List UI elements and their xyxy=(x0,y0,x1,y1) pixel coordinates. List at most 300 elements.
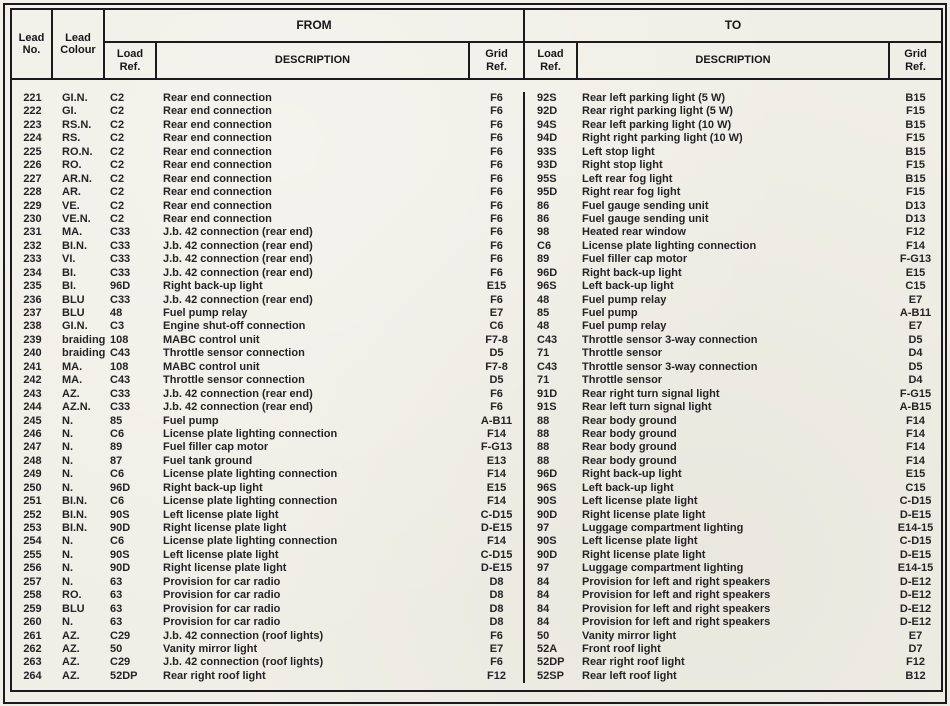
lead-colour-cell: AZ. xyxy=(62,669,80,682)
lead-colour-cell: N. xyxy=(62,454,73,467)
to-grid-ref-cell: D5 xyxy=(908,360,923,373)
to-load-ref-cell: 84 xyxy=(523,616,578,629)
to-load-ref-cell: 91D xyxy=(523,388,578,401)
lead-colour-cell: GI.N. xyxy=(62,320,88,333)
from-load-ref-cell: 63 xyxy=(110,575,123,588)
to-load-ref-cell: 95S xyxy=(523,173,578,186)
to-load-ref-cell: 96S xyxy=(523,482,578,495)
to-description-cell: Rear left parking light (5 W) xyxy=(582,92,726,104)
to-grid-ref-cell: E7 xyxy=(908,293,923,306)
table-row xyxy=(12,562,941,575)
lead-no-cell: 226 xyxy=(23,159,42,172)
from-grid-ref-cell: F6 xyxy=(490,186,503,199)
to-load-ref-cell: 88 xyxy=(523,415,578,428)
lead-colour-cell: BI.N. xyxy=(62,508,88,521)
lead-colour-cell: BLU xyxy=(62,602,85,615)
from-load-ref-cell: 108 xyxy=(110,360,129,373)
lead-no-cell: 222 xyxy=(23,105,42,118)
table-row xyxy=(12,226,941,239)
lead-no-cell: 255 xyxy=(23,548,42,561)
from-grid-ref-cell: F6 xyxy=(490,132,503,145)
table-row xyxy=(12,455,941,468)
to-grid-ref-cell: E15 xyxy=(905,266,926,279)
from-grid-ref-cell: F6 xyxy=(490,239,503,252)
to-grid-ref-cell: D-E12 xyxy=(899,616,932,629)
from-grid-ref-cell: F14 xyxy=(487,468,506,481)
to-load-ref-cell: 91S xyxy=(523,401,578,414)
header-from-load-ref xyxy=(105,43,157,78)
from-description-cell: MABC control unit xyxy=(163,333,260,346)
from-grid-ref-cell: F6 xyxy=(490,266,503,279)
from-grid-ref-cell: C-D15 xyxy=(480,548,513,561)
to-description-cell: Front roof light xyxy=(582,642,661,655)
to-grid-ref-cell: D4 xyxy=(908,347,923,360)
lead-no-cell: 256 xyxy=(23,562,42,575)
table-row xyxy=(12,253,941,266)
lead-no-cell: 233 xyxy=(23,253,42,266)
from-grid-ref-cell: F6 xyxy=(490,118,503,131)
to-grid-ref-cell: F14 xyxy=(906,427,925,440)
lead-no-cell: 261 xyxy=(23,629,42,642)
from-description-cell: Left license plate light xyxy=(163,548,279,561)
lead-no-cell: 250 xyxy=(23,481,42,494)
from-grid-ref-cell: F6 xyxy=(490,293,503,306)
lead-no-cell: 247 xyxy=(23,441,42,454)
header-from-group: FROM xyxy=(105,10,523,43)
from-load-ref-cell: C2 xyxy=(110,159,125,172)
lead-colour-cell: RS. xyxy=(62,132,81,145)
to-grid-ref-cell: F14 xyxy=(906,441,925,454)
to-load-ref-cell: 50 xyxy=(523,630,578,643)
from-description-cell: License plate lighting connection xyxy=(163,427,338,440)
from-grid-ref-cell: D-E15 xyxy=(480,562,513,575)
table-row xyxy=(12,670,941,683)
from-description-cell: J.b. 42 connection (rear end) xyxy=(163,401,313,414)
lead-colour-cell: MA. xyxy=(62,360,83,373)
header-to-group: TO xyxy=(523,10,941,43)
from-description-cell: MABC control unit xyxy=(163,360,260,373)
lead-colour-cell: MA. xyxy=(62,374,83,387)
lead-no-cell: 232 xyxy=(23,239,42,252)
to-description-cell: Throttle sensor 3-way connection xyxy=(582,360,758,373)
table-row xyxy=(12,656,941,669)
lead-colour-cell: BI.N. xyxy=(62,495,88,508)
to-description-cell: License plate lighting connection xyxy=(582,239,757,252)
from-grid-ref-cell: D8 xyxy=(489,589,504,602)
to-load-ref-cell: 90S xyxy=(523,535,578,548)
from-grid-ref-cell: D8 xyxy=(489,575,504,588)
lead-colour-cell: braiding xyxy=(62,333,106,346)
to-load-ref-cell: 96S xyxy=(523,280,578,293)
lead-colour-cell: AR.N. xyxy=(62,172,92,185)
from-grid-ref-cell: F6 xyxy=(490,226,503,239)
from-grid-ref-cell: D8 xyxy=(489,602,504,615)
lead-no-cell: 230 xyxy=(23,212,42,225)
from-description-cell: Provision for car radio xyxy=(163,602,281,615)
table-row xyxy=(12,307,941,320)
table-row xyxy=(12,468,941,481)
to-load-ref-cell: 88 xyxy=(523,428,578,441)
to-description-cell: Right license plate light xyxy=(582,508,706,521)
to-grid-ref-cell: D-E12 xyxy=(899,602,932,615)
lead-no-cell: 263 xyxy=(23,656,42,669)
from-load-ref-cell: C33 xyxy=(110,253,131,266)
to-grid-ref-cell: E15 xyxy=(905,468,926,481)
table-row xyxy=(12,200,941,213)
to-load-ref-cell: 97 xyxy=(523,562,578,575)
from-load-ref-cell: 87 xyxy=(110,454,123,467)
lead-no-cell: 243 xyxy=(23,387,42,400)
to-load-ref-cell: C43 xyxy=(523,334,578,347)
to-grid-ref-cell: D7 xyxy=(908,642,923,655)
to-grid-ref-cell: F-G13 xyxy=(899,253,932,266)
table-row xyxy=(12,415,941,428)
to-grid-ref-cell: F15 xyxy=(906,159,925,172)
from-description-cell: Right back-up light xyxy=(163,481,263,494)
to-load-ref-cell: 93D xyxy=(523,159,578,172)
from-load-ref-cell: C33 xyxy=(110,401,131,414)
from-description-cell: Rear end connection xyxy=(163,212,272,225)
to-load-ref-cell: 52SP xyxy=(523,670,578,683)
header-to-grid-ref-label: Grid Ref. xyxy=(904,48,927,73)
table-body xyxy=(12,80,941,690)
to-description-cell: Provision for left and right speakers xyxy=(582,602,771,615)
table-row xyxy=(12,495,941,508)
lead-no-cell: 254 xyxy=(23,535,42,548)
table-row xyxy=(12,522,941,535)
to-load-ref-cell: 52A xyxy=(523,643,578,656)
lead-colour-cell: VE. xyxy=(62,199,80,212)
lead-colour-cell: BI.N. xyxy=(62,239,88,252)
lead-no-cell: 224 xyxy=(23,132,42,145)
lead-colour-cell: BI. xyxy=(62,280,77,293)
lead-colour-cell: N. xyxy=(62,575,73,588)
from-load-ref-cell: 96D xyxy=(110,481,131,494)
from-load-ref-cell: C6 xyxy=(110,468,125,481)
table-row xyxy=(12,334,941,347)
lead-no-cell: 240 xyxy=(23,347,42,360)
to-grid-ref-cell: B12 xyxy=(905,669,926,682)
to-load-ref-cell: 85 xyxy=(523,307,578,320)
wiring-lead-table xyxy=(10,8,943,692)
lead-no-cell: 257 xyxy=(23,575,42,588)
table-row xyxy=(12,374,941,387)
table-row xyxy=(12,173,941,186)
lead-colour-cell: AZ. xyxy=(62,629,80,642)
from-load-ref-cell: C43 xyxy=(110,347,131,360)
lead-colour-cell: AZ.N. xyxy=(62,401,91,414)
lead-no-cell: 259 xyxy=(23,602,42,615)
from-load-ref-cell: 63 xyxy=(110,589,123,602)
to-load-ref-cell: 84 xyxy=(523,576,578,589)
table-row xyxy=(12,146,941,159)
table-row xyxy=(12,280,941,293)
from-load-ref-cell: C29 xyxy=(110,629,131,642)
lead-colour-cell: GI.N. xyxy=(62,92,88,104)
from-grid-ref-cell: E15 xyxy=(486,481,507,494)
to-load-ref-cell: 52DP xyxy=(523,656,578,669)
to-load-ref-cell: 86 xyxy=(523,200,578,213)
from-grid-ref-cell: E15 xyxy=(486,280,507,293)
to-grid-ref-cell: F-G15 xyxy=(899,387,932,400)
lead-colour-cell: RO.N. xyxy=(62,145,93,158)
from-description-cell: Vanity mirror light xyxy=(163,642,258,655)
from-load-ref-cell: C33 xyxy=(110,239,131,252)
lead-colour-cell: GI. xyxy=(62,105,77,118)
to-grid-ref-cell: C-D15 xyxy=(899,535,932,548)
lead-no-cell: 238 xyxy=(23,320,42,333)
from-grid-ref-cell: F6 xyxy=(490,199,503,212)
from-grid-ref-cell: F14 xyxy=(487,495,506,508)
lead-colour-cell: N. xyxy=(62,441,73,454)
from-grid-ref-cell: F6 xyxy=(490,253,503,266)
lead-no-cell: 245 xyxy=(23,414,42,427)
lead-colour-cell: N. xyxy=(62,427,73,440)
table-row xyxy=(12,388,941,401)
lead-no-cell: 260 xyxy=(23,616,42,629)
to-grid-ref-cell: D5 xyxy=(908,333,923,346)
table-row xyxy=(12,361,941,374)
to-grid-ref-cell: B15 xyxy=(905,118,926,131)
to-grid-ref-cell: A-B15 xyxy=(899,401,932,414)
to-grid-ref-cell: D-E12 xyxy=(899,575,932,588)
to-grid-ref-cell: C15 xyxy=(905,280,926,293)
from-load-ref-cell: C2 xyxy=(110,105,125,118)
from-load-ref-cell: 90S xyxy=(110,548,130,561)
lead-colour-cell: RS.N. xyxy=(62,118,92,131)
lead-no-cell: 246 xyxy=(23,427,42,440)
lead-colour-cell: RO. xyxy=(62,159,82,172)
lead-no-cell: 264 xyxy=(23,669,42,682)
from-description-cell: Rear right roof light xyxy=(163,669,266,682)
to-load-ref-cell: 90S xyxy=(523,495,578,508)
to-grid-ref-cell: D13 xyxy=(905,199,926,212)
from-grid-ref-cell: D8 xyxy=(489,616,504,629)
from-load-ref-cell: C2 xyxy=(110,186,125,199)
from-load-ref-cell: C2 xyxy=(110,118,125,131)
table-row xyxy=(12,549,941,562)
to-description-cell: Rear left roof light xyxy=(582,669,677,682)
from-grid-ref-cell: D5 xyxy=(489,374,504,387)
table-row xyxy=(12,576,941,589)
table-row xyxy=(12,105,941,118)
lead-colour-cell: N. xyxy=(62,616,73,629)
to-load-ref-cell: 92D xyxy=(523,105,578,118)
from-load-ref-cell: C2 xyxy=(110,199,125,212)
from-load-ref-cell: C6 xyxy=(110,535,125,548)
from-grid-ref-cell: C-D15 xyxy=(480,508,513,521)
from-load-ref-cell: C43 xyxy=(110,374,131,387)
from-load-ref-cell: 90D xyxy=(110,562,131,575)
to-load-ref-cell: 98 xyxy=(523,226,578,239)
table-row xyxy=(12,401,941,414)
from-description-cell: License plate lighting connection xyxy=(163,468,338,481)
lead-no-cell: 248 xyxy=(23,454,42,467)
to-load-ref-cell: 94D xyxy=(523,132,578,145)
to-description-cell: Rear body ground xyxy=(582,414,677,427)
to-load-ref-cell: 94S xyxy=(523,119,578,132)
from-description-cell: Provision for car radio xyxy=(163,575,281,588)
table-row xyxy=(12,213,941,226)
from-grid-ref-cell: F6 xyxy=(490,212,503,225)
to-load-ref-cell: C6 xyxy=(523,240,578,253)
from-load-ref-cell: C3 xyxy=(110,320,125,333)
from-description-cell: Right license plate light xyxy=(163,562,287,575)
to-description-cell: Provision for left and right speakers xyxy=(582,616,771,629)
lead-no-cell: 237 xyxy=(23,307,42,319)
to-description-cell: Left license plate light xyxy=(582,495,698,508)
lead-no-cell: 258 xyxy=(23,589,42,602)
from-grid-ref-cell: E7 xyxy=(489,307,504,319)
from-load-ref-cell: C2 xyxy=(110,212,125,225)
from-load-ref-cell: C33 xyxy=(110,226,131,239)
lead-no-cell: 262 xyxy=(23,642,42,655)
lead-no-cell: 242 xyxy=(23,374,42,387)
table-row xyxy=(12,347,941,360)
table-row xyxy=(12,630,941,643)
from-grid-ref-cell: F6 xyxy=(490,387,503,400)
to-description-cell: Vanity mirror light xyxy=(582,629,677,642)
from-load-ref-cell: C29 xyxy=(110,656,131,669)
to-description-cell: Right back-up light xyxy=(582,468,682,481)
from-load-ref-cell: C6 xyxy=(110,427,125,440)
to-grid-ref-cell: F12 xyxy=(906,226,925,239)
header-from-description: DESCRIPTION xyxy=(157,43,470,78)
from-load-ref-cell: C2 xyxy=(110,172,125,185)
to-description-cell: Left license plate light xyxy=(582,535,698,548)
from-load-ref-cell: 63 xyxy=(110,616,123,629)
from-description-cell: J.b. 42 connection (rear end) xyxy=(163,253,313,266)
from-load-ref-cell: 48 xyxy=(110,307,123,319)
table-row xyxy=(12,119,941,132)
from-description-cell: J.b. 42 connection (rear end) xyxy=(163,266,313,279)
to-description-cell: Rear body ground xyxy=(582,454,677,467)
lead-colour-cell: BLU xyxy=(62,307,85,319)
from-load-ref-cell: C2 xyxy=(110,92,125,104)
to-description-cell: Rear right parking light (5 W) xyxy=(582,105,733,118)
to-load-ref-cell: 93S xyxy=(523,146,578,159)
header-lead-colour xyxy=(53,10,105,78)
to-grid-ref-cell: E14-15 xyxy=(897,562,934,575)
from-grid-ref-cell: F6 xyxy=(490,172,503,185)
table-row xyxy=(12,294,941,307)
to-description-cell: Rear right turn signal light xyxy=(582,387,720,400)
from-description-cell: Provision for car radio xyxy=(163,616,281,629)
from-grid-ref-cell: D-E15 xyxy=(480,522,513,534)
from-load-ref-cell: 90D xyxy=(110,522,131,534)
lead-no-cell: 223 xyxy=(23,118,42,131)
header-from-grid-ref xyxy=(470,43,523,78)
from-description-cell: Fuel pump xyxy=(163,414,219,427)
header-to-load-ref xyxy=(523,43,578,78)
from-grid-ref-cell: F6 xyxy=(490,145,503,158)
lead-no-cell: 252 xyxy=(23,508,42,521)
lead-no-cell: 236 xyxy=(23,293,42,306)
to-grid-ref-cell: D4 xyxy=(908,374,923,387)
to-grid-ref-cell: F14 xyxy=(906,239,925,252)
lead-colour-cell: N. xyxy=(62,562,73,575)
from-load-ref-cell: 52DP xyxy=(110,669,138,682)
lead-colour-cell: N. xyxy=(62,481,73,494)
from-description-cell: Rear end connection xyxy=(163,159,272,172)
to-description-cell: Left rear fog light xyxy=(582,172,673,185)
to-load-ref-cell: 96D xyxy=(523,267,578,280)
from-load-ref-cell: C6 xyxy=(110,495,125,508)
to-description-cell: Rear left turn signal light xyxy=(582,401,712,414)
to-grid-ref-cell: F15 xyxy=(906,132,925,145)
table-row xyxy=(12,509,941,522)
to-load-ref-cell: 92S xyxy=(523,92,578,105)
table-row xyxy=(12,240,941,253)
table-header xyxy=(12,10,941,80)
from-load-ref-cell: C2 xyxy=(110,145,125,158)
to-description-cell: Right rear fog light xyxy=(582,186,681,199)
from-description-cell: Rear end connection xyxy=(163,172,272,185)
lead-no-cell: 244 xyxy=(23,401,42,414)
from-description-cell: Rear end connection xyxy=(163,199,272,212)
from-grid-ref-cell: A-B11 xyxy=(480,414,513,427)
to-grid-ref-cell: A-B11 xyxy=(899,307,932,319)
from-description-cell: Rear end connection xyxy=(163,105,272,118)
to-grid-ref-cell: E7 xyxy=(908,320,923,333)
from-grid-ref-cell: F7-8 xyxy=(485,360,508,373)
header-lead-no-label: Lead No. xyxy=(18,31,45,56)
lead-no-cell: 235 xyxy=(23,280,42,293)
table-row xyxy=(12,267,941,280)
from-grid-ref-cell: F6 xyxy=(490,656,503,669)
from-grid-ref-cell: D5 xyxy=(489,347,504,360)
from-description-cell: License plate lighting connection xyxy=(163,535,338,548)
from-description-cell: J.b. 42 connection (rear end) xyxy=(163,293,313,306)
to-load-ref-cell: 84 xyxy=(523,603,578,616)
from-load-ref-cell: 108 xyxy=(110,333,129,346)
to-load-ref-cell: 84 xyxy=(523,589,578,602)
table-row xyxy=(12,186,941,199)
lead-colour-cell: AZ. xyxy=(62,642,80,655)
to-load-ref-cell: 90D xyxy=(523,509,578,522)
lead-colour-cell: AR. xyxy=(62,186,81,199)
to-description-cell: Fuel pump xyxy=(582,307,638,319)
to-grid-ref-cell: F14 xyxy=(906,454,925,467)
to-grid-ref-cell: B15 xyxy=(905,92,926,104)
from-description-cell: J.b. 42 connection (rear end) xyxy=(163,226,313,239)
from-grid-ref-cell: E13 xyxy=(486,454,507,467)
from-description-cell: Fuel tank ground xyxy=(163,454,253,467)
from-load-ref-cell: C33 xyxy=(110,266,131,279)
from-load-ref-cell: 50 xyxy=(110,642,123,655)
to-description-cell: Right right parking light (10 W) xyxy=(582,132,743,145)
header-to-load-ref-label: Load Ref. xyxy=(537,48,564,73)
lead-no-cell: 251 xyxy=(23,495,42,508)
to-grid-ref-cell: F12 xyxy=(906,656,925,669)
to-grid-ref-cell: E14-15 xyxy=(897,522,934,534)
to-grid-ref-cell: F14 xyxy=(906,414,925,427)
from-grid-ref-cell: F-G13 xyxy=(480,441,513,454)
table-row xyxy=(12,482,941,495)
to-grid-ref-cell: F15 xyxy=(906,186,925,199)
from-grid-ref-cell: F14 xyxy=(487,427,506,440)
to-description-cell: Rear left parking light (10 W) xyxy=(582,118,732,131)
from-description-cell: Right back-up light xyxy=(163,280,263,293)
table-row xyxy=(12,616,941,629)
lead-colour-cell: N. xyxy=(62,535,73,548)
lead-no-cell: 225 xyxy=(23,145,42,158)
to-description-cell: Fuel gauge sending unit xyxy=(582,199,709,212)
to-load-ref-cell: 89 xyxy=(523,253,578,266)
to-description-cell: Heated rear window xyxy=(582,226,686,239)
to-grid-ref-cell: B15 xyxy=(905,172,926,185)
to-grid-ref-cell: D-E12 xyxy=(899,589,932,602)
